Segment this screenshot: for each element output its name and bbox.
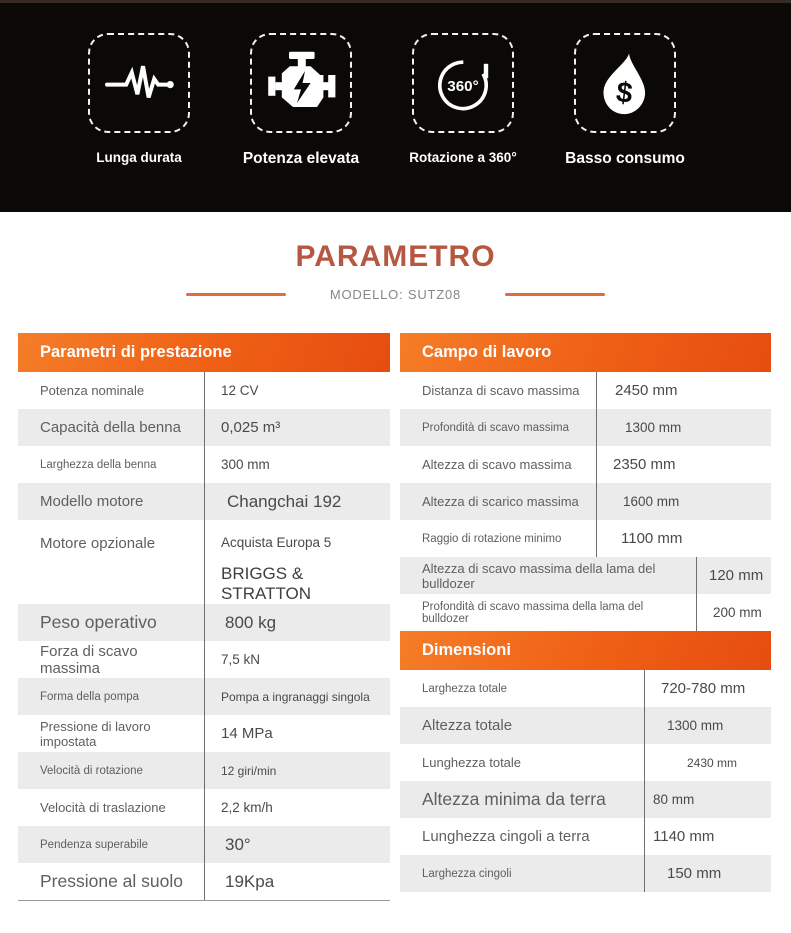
feature-label: Lunga durata: [96, 150, 182, 165]
feature-power: [242, 33, 360, 168]
row-label: Altezza di scavo massima della lama del bulldozer: [400, 557, 697, 594]
row-label: Capacità della benna: [18, 409, 205, 446]
table-row: [400, 855, 771, 892]
rotation-360-icon: [412, 33, 514, 133]
row-label: Larghezza totale: [400, 670, 645, 707]
engine-icon: [250, 33, 352, 133]
row-value: 150 mm: [667, 865, 722, 882]
row-label: Pressione al suolo: [18, 863, 205, 900]
table-row: [400, 483, 771, 520]
row-value: 12 CV: [221, 383, 259, 398]
row-value: [205, 520, 390, 604]
row-value: 30°: [225, 834, 251, 854]
svg-text:360°: 360°: [447, 78, 479, 95]
row-value: 800 kg: [225, 612, 277, 632]
row-label: Modello motore: [18, 483, 205, 520]
fuel-drop-dollar-icon: [574, 33, 676, 133]
work-range-table: [400, 333, 771, 631]
feature-label: Basso consumo: [565, 150, 685, 167]
row-value: 0,025 m³: [221, 419, 281, 436]
row-value: 2430 mm: [687, 755, 738, 770]
table-row: [18, 789, 390, 826]
table-row: [400, 409, 771, 446]
row-label: Larghezza della benna: [18, 446, 205, 483]
row-value: 200 mm: [713, 605, 762, 620]
row-value: 7,5 kN: [221, 652, 261, 667]
row-label: Raggio di rotazione minimo: [400, 520, 597, 557]
accent-line-right: [505, 293, 605, 296]
feature-consumption: [565, 33, 685, 168]
table-row: [400, 372, 771, 409]
row-value: 2,2 km/h: [221, 800, 273, 815]
row-label: Altezza di scarico massima: [400, 483, 597, 520]
feature-durability: [88, 33, 190, 168]
pulse-icon: [88, 33, 190, 133]
row-value: 720-780 mm: [661, 680, 746, 697]
row-value: 1140 mm: [653, 828, 715, 845]
row-label: Motore opzionale: [18, 520, 205, 604]
dimensions-table: [400, 631, 771, 892]
table-row: [18, 641, 390, 678]
performance-table-body: [18, 372, 390, 901]
table-row: [18, 409, 390, 446]
features-row: [0, 3, 791, 168]
row-label: Altezza minima da terra: [400, 781, 645, 818]
feature-rotation: [409, 33, 517, 168]
row-label: Forza di scavo massima: [18, 641, 205, 678]
work-range-table-body: [400, 372, 771, 631]
row-value: 12 giri/min: [221, 763, 277, 778]
row-value: 300 mm: [221, 457, 270, 472]
row-label: Pressione di lavoro impostata: [18, 715, 205, 752]
svg-text:$: $: [614, 76, 635, 111]
row-value: 80 mm: [653, 792, 695, 807]
spec-tables: [0, 333, 791, 901]
row-value-line2: BRIGGS & STRATTON: [221, 564, 312, 603]
performance-table-header: Parametri di prestazione: [18, 333, 390, 372]
row-value: 1300 mm: [667, 718, 724, 733]
table-row: [18, 678, 390, 715]
row-label: Profondità di scavo massima della lama del bulldozer: [400, 594, 697, 631]
model-label: MODELLO: SUTZ08: [329, 287, 462, 302]
row-value: Changchai 192: [227, 491, 342, 511]
table-row: [400, 818, 771, 855]
table-row: [18, 483, 390, 520]
row-value: 14 MPa: [221, 725, 273, 742]
row-value: Pompa a ingranaggi singola: [221, 689, 370, 704]
work-range-table-header: Campo di lavoro: [400, 333, 771, 372]
table-row: [18, 752, 390, 789]
model-row: [0, 287, 791, 302]
row-label: Forma della pompa: [18, 678, 205, 715]
table-row: [18, 520, 390, 604]
row-value: 1100 mm: [621, 530, 683, 547]
table-row: [400, 594, 771, 631]
accent-line-left: [186, 293, 286, 296]
row-value: 2450 mm: [615, 382, 678, 399]
feature-label: Potenza elevata: [242, 150, 360, 167]
row-label: Lunghezza totale: [400, 744, 645, 781]
row-label: Distanza di scavo massima: [400, 372, 597, 409]
row-value: 1300 mm: [625, 420, 682, 435]
table-row: [18, 604, 390, 641]
table-row: [18, 372, 390, 409]
table-row: [400, 557, 771, 594]
page-title: PARAMETRO: [295, 240, 496, 273]
right-tables: [400, 333, 771, 901]
row-label: Peso operativo: [18, 604, 205, 641]
table-row: [400, 520, 771, 557]
row-value: 120 mm: [709, 567, 764, 584]
table-row: [400, 446, 771, 483]
table-row: [18, 446, 390, 483]
row-value: 1600 mm: [623, 494, 680, 509]
row-label: Profondità di scavo massima: [400, 409, 597, 446]
feature-banner: [0, 0, 791, 212]
row-value: 2350 mm: [613, 456, 676, 473]
table-row: [400, 707, 771, 744]
row-label: Larghezza cingoli: [400, 855, 645, 892]
row-label: Velocità di traslazione: [18, 789, 205, 826]
table-row: [18, 826, 390, 863]
table-row: [400, 781, 771, 818]
dimensions-table-body: [400, 670, 771, 892]
row-label: Lunghezza cingoli a terra: [400, 818, 645, 855]
dimensions-table-header: Dimensioni: [400, 631, 771, 670]
row-value: 19Kpa: [225, 871, 275, 891]
feature-label: Rotazione a 360°: [409, 150, 517, 165]
table-row: [18, 715, 390, 752]
row-label: Potenza nominale: [18, 372, 205, 409]
table-row: [18, 863, 390, 900]
table-row: [400, 744, 771, 781]
row-label: Velocità di rotazione: [18, 752, 205, 789]
table-row: [400, 670, 771, 707]
row-label: Altezza totale: [400, 707, 645, 744]
row-label: Pendenza superabile: [18, 826, 205, 863]
performance-table: [18, 333, 390, 901]
row-value-line1: Acquista Europa 5: [221, 535, 332, 550]
row-label: Altezza di scavo massima: [400, 446, 597, 483]
